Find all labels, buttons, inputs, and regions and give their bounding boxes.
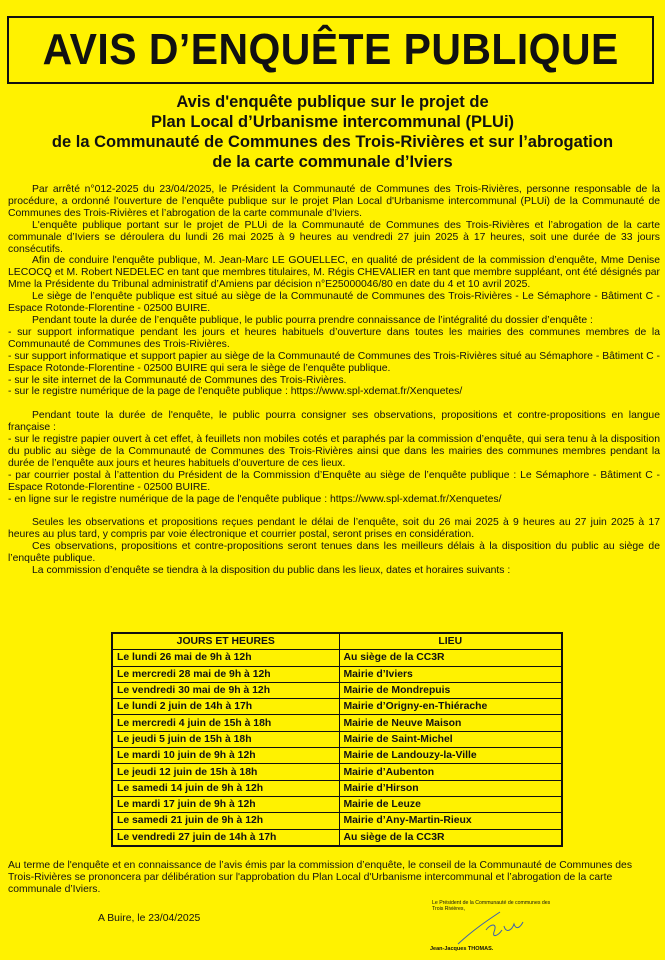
signatory-name: Jean-Jacques THOMAS. <box>430 946 494 952</box>
paragraph-observations: Pendant toute la durée de l'enquête, le public pourra consigner ses observations, propositions et contre-propositions en langue française : <box>8 410 660 434</box>
list-item: - sur le registre papier ouvert à cet effet, à feuillets non mobiles cotés et paraphés par la commission d’enquête, qui sera tenu à la disposition du public au siège de la Communauté de Communes des Trois-Rivières ainsi que dans les mairies des communes membres pendant la durée de l’enquête aux jours et heures habituels d’ouverture de ces lieux. <box>8 434 660 469</box>
cell-place: Mairie d’Hirson <box>339 780 562 796</box>
cell-place: Mairie de Mondrepuis <box>339 682 562 698</box>
table-row <box>112 748 562 764</box>
table-row <box>112 731 562 747</box>
paragraph-schedule-intro: La commission d’enquête se tiendra à la disposition du public dans les lieux, dates et horaires suivants : <box>32 564 511 576</box>
cell-day: Le lundi 2 juin de 14h à 17h <box>112 699 339 715</box>
list-item: - sur support informatique pendant les jours et heures habituels d’ouverture dans toutes les mairies des communes membres de la Communauté de Communes des Trois-Rivières. <box>8 326 660 350</box>
list-item: - sur support informatique et support papier au siège de la Communauté de Communes des Trois-Rivières situé au Sémaphore - Bâtiment C - Espace Rotonde-Florentine - 02500 BUIRE qui sera le siège de l’enquête publique. <box>8 350 660 374</box>
cell-place: Au siège de la CC3R <box>339 650 562 666</box>
list-item: - sur le registre numérique de la page de l'enquête publique : https://www.spl-xdemat.fr/Xenquetes/ <box>8 386 463 398</box>
cell-day: Le mercredi 28 mai de 9h à 12h <box>112 666 339 682</box>
header-place: LIEU <box>339 633 562 650</box>
cell-place: Mairie de Saint-Michel <box>339 731 562 747</box>
table-row <box>112 715 562 731</box>
place-date: A Buire, le 23/04/2025 <box>98 913 201 924</box>
subtitle-line: Avis d'enquête publique sur le projet de <box>176 93 489 111</box>
page-title: AVIS D’ENQUÊTE PUBLIQUE <box>42 25 619 74</box>
table-row <box>112 650 562 666</box>
paragraph-consultation: Pendant toute la durée de l’enquête publique, le public pourra prendre connaissance de l’intégralité du dossier d’enquête : <box>32 314 593 326</box>
paragraph-conclusion: Au terme de l'enquête et en connaissance de l’avis émis par la commission d’enquête, le conseil de la Communauté de Communes des Trois-Rivières se prononcera par délibération sur l'approbation du Plan Local d'Urbanisme intercommunal et l’abrogation de la carte communale d’Iviers. <box>8 860 633 895</box>
cell-place: Mairie d’Iviers <box>339 666 562 682</box>
paragraph-dates: L'enquête publique portant sur le projet de PLUi de la Communauté de Communes des Trois-Rivières et l’abrogation de la carte communale d’Iviers se déroulera du lundi 26 mai 2025 à 9 heures au vendredi 27 juin 2025 à 17 heures, soit une durée de 33 jours consécutifs. <box>8 219 660 255</box>
list-item: - en ligne sur le registre numérique de la page de l'enquête publique : https://www.spl-xdemat.fr/Xenquetes/ <box>8 493 502 505</box>
schedule-table <box>111 632 563 847</box>
cell-day: Le mercredi 4 juin de 15h à 18h <box>112 715 339 731</box>
subtitle-line: de la carte communale d’Iviers <box>212 153 453 171</box>
table-row <box>112 813 562 829</box>
signature-block <box>428 900 558 956</box>
table-row <box>112 780 562 796</box>
table-row <box>112 666 562 682</box>
cell-place: Mairie de Neuve Maison <box>339 715 562 731</box>
paragraph-deadline: Seules les observations et propositions reçues pendant le délai de l’enquête, soit du 26 mai 2025 à 9 heures au 27 juin 2025 à 17 heures au plus tard, y compris par voie électronique et courrier postal, seront prises en considération. <box>8 517 660 541</box>
paragraph-decree: Par arrêté n°012-2025 du 23/04/2025, le Président la Communauté de Communes des Trois-Rivières, personne responsable de la procédure, a ordonné l'ouverture de l’enquête publique sur le projet Plan Local d'Urbanisme intercommunal (PLUi) de la Communauté de Communes des Trois-Rivières et l’abrogation de la carte communale d’Iviers. <box>8 184 660 219</box>
signature-caption: Le Président de la Communauté de communes des Trois Rivières, <box>432 900 551 912</box>
cell-day: Le mardi 17 juin de 9h à 12h <box>112 796 339 812</box>
table-row <box>112 829 562 846</box>
table-row <box>112 764 562 780</box>
cell-day: Le jeudi 5 juin de 15h à 18h <box>112 731 339 747</box>
subtitle <box>0 92 665 172</box>
cell-day: Le vendredi 30 mai de 9h à 12h <box>112 682 339 698</box>
cell-place: Mairie d’Origny-en-Thiérache <box>339 699 562 715</box>
subtitle-line: de la Communauté de Communes des Trois-Rivières et sur l’abrogation <box>51 133 614 151</box>
paragraph-commission: Afin de conduire l'enquête publique, M. Jean-Marc LE GOUELLEC, en qualité de président de la commission d’enquête, Mme Denise LECOCQ et M. Robert NEDELEC en tant que membres titulaires, M. Régis CHEVALIER en tant que membre suppléant, ont été désignés par Mme la Présidente du Tribunal administratif d’Amiens par décision n°E25000046/80 en date du 4 et 10 avril 2025. <box>8 255 660 291</box>
notice-body <box>8 184 660 577</box>
cell-day: Le jeudi 12 juin de 15h à 18h <box>112 764 339 780</box>
table-row <box>112 699 562 715</box>
cell-day: Le vendredi 27 juin de 14h à 17h <box>112 829 339 846</box>
table-header-row <box>112 633 562 650</box>
cell-day: Le samedi 21 juin de 9h à 12h <box>112 813 339 829</box>
paragraph-seat: Le siège de l’enquête publique est situé au siège de la Communauté de Communes des Trois-Rivières - Le Sémaphore - Bâtiment C - Espace Rotonde-Florentine - 02500 BUIRE. <box>8 291 660 315</box>
list-item: - par courrier postal à l’attention du Président de la Commission d’Enquête au siège de l’enquête publique : Le Sémaphore - Bâtiment C - Espace Rotonde-Florentine - 02500 BUIRE. <box>8 469 660 493</box>
cell-place: Mairie d’Any-Martin-Rieux <box>339 813 562 829</box>
cell-place: Mairie d’Aubenton <box>339 764 562 780</box>
title-banner <box>7 16 654 84</box>
table-row <box>112 682 562 698</box>
cell-day: Le lundi 26 mai de 9h à 12h <box>112 650 339 666</box>
cell-day: Le samedi 14 juin de 9h à 12h <box>112 780 339 796</box>
paragraph-availability: Ces observations, propositions et contre-propositions seront tenues dans les meilleurs délais à la disposition du public au siège de l’enquête publique. <box>8 541 660 565</box>
header-days: JOURS ET HEURES <box>112 633 339 650</box>
cell-place: Mairie de Landouzy-la-Ville <box>339 748 562 764</box>
list-item: - sur le site internet de la Communauté de Communes des Trois-Rivières. <box>8 374 347 386</box>
cell-place: Au siège de la CC3R <box>339 829 562 846</box>
subtitle-line: Plan Local d’Urbanisme intercommunal (PLUi) <box>150 113 515 131</box>
table-row <box>112 796 562 812</box>
cell-place: Mairie de Leuze <box>339 796 562 812</box>
cell-day: Le mardi 10 juin de 9h à 12h <box>112 748 339 764</box>
